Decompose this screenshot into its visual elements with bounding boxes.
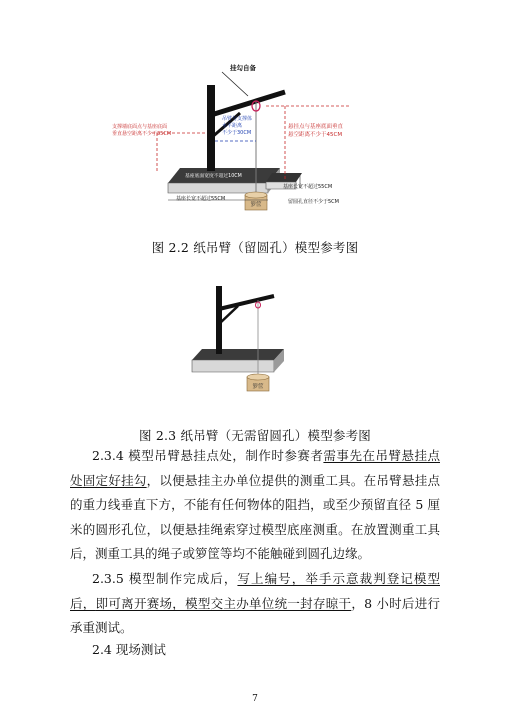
page-number: 7 [252,694,258,704]
figure-2-3-caption: 图 2.3 纸吊臂（无需留圆孔）模型参考图 [138,428,372,443]
para2-underline-1: 写上编号，举手示意裁判登记模型后， [70,571,440,611]
hook-pointer-line [222,72,248,96]
vertical-post [207,85,215,171]
figure-2-3-diagram [190,282,300,407]
para1-text-start: 2.3.4 模型吊臂悬挂点处，制作时参赛者 [92,448,324,463]
horizontal-arm [211,92,285,115]
hole-box [266,173,302,182]
blue-annotation-line1: 吊臂与支撑体 [222,116,253,122]
section-heading: 2.4 现场测试 [92,642,166,657]
para2-text-start: 2.3.5 模型制作完成后， [92,571,238,586]
blue-annotation-line3: 不少于30CM [222,130,252,136]
base-length-label: 基座长宽不超过55CM [176,196,226,202]
hole-diameter-label: 留圆孔直径不少于5CM [288,199,339,205]
para1-text-end: ，以便悬挂主办单位提供的测重工具。在吊臂悬挂点的重力线垂直下方，不能有任何物体的阻挡，或至少预留直径 5 厘米的圆形孔位，以便悬挂绳索穿过模型底座测重。在放置测重工具后，测重工具的绳子或箩筐等均不能触碰到圆孔边缘。 [70,472,440,561]
base-width-label: 基座底面宽度不超过10CM [185,174,242,179]
figure-2-2-caption: 图 2.2 纸吊臂（留圆孔）模型参考图 [151,240,359,255]
figure-2-2-diagram [110,60,410,225]
vertical-post-2 [216,286,222,354]
paragraph-2-3-5 [70,567,440,641]
hook-label: 挂勾自备 [230,64,256,72]
blue-annotation-line2: 水平距离 [222,123,243,129]
left-annotation-line1: 支撑墙底面点与基座底面 [112,124,168,130]
right-annotation-line2: 悬空距离不少于45CM [288,132,343,138]
para2-underline-2: 即可离开赛场，模型交主办单位统一封存晾干 [95,595,352,611]
basket-label-2: 箩筐 [252,384,264,390]
right-annotation-line1: 悬挂点与基座底面垂直 [288,124,344,130]
para2-text-end: ，8 小时后进行承重测试。 [70,595,440,635]
left-annotation-line2: 垂直悬空距离不少于35CM [112,131,172,137]
paragraph-2-3-4 [70,444,440,567]
basket-label: 箩筐 [250,202,262,208]
base-slab-front [168,183,268,193]
base-depth-label: 基座长宽不超过55CM [283,184,333,190]
para1-underline-2: 固定好挂勾 [82,472,147,488]
horizontal-arm-2 [219,296,274,309]
para1-underline-1: 需事先在吊臂悬挂点处 [70,448,440,488]
